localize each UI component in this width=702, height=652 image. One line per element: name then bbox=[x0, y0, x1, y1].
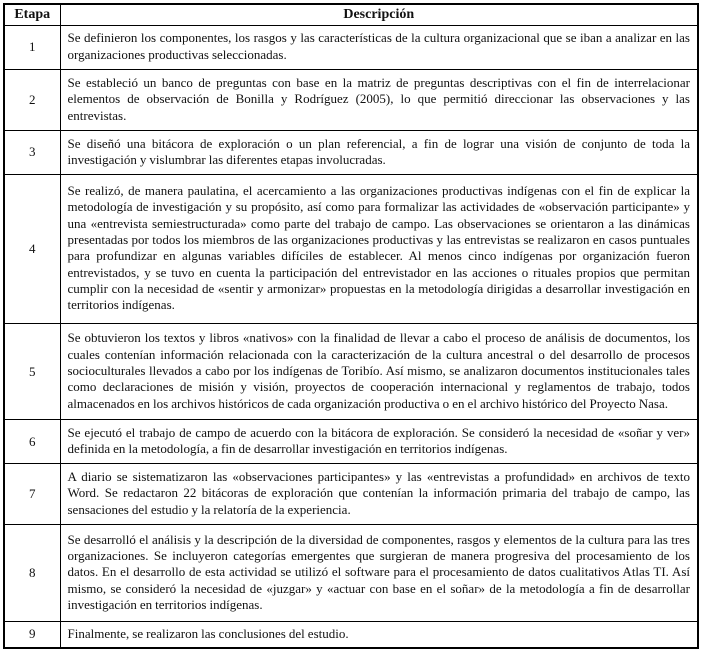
table-row bbox=[4, 323, 698, 419]
stage-description-cell: Se realizó, de manera paulatina, el acercamiento a las organizaciones productivas indígenas con el fin de explicar la metodología de investigación y su propósito, así como para formalizar las actividades de «observación participante» y una «entrevista semiestructurada» como parte del trabajo de campo. Las observaciones se orientaron a las dinámicas presentadas por todos los miembros de las organizaciones productivas y las entrevistas se realizaron en casos puntuales para profundizar en algunas variables difíciles de establecer. Al menos cinco indígenas por organización fueron entrevistados, y se tuvo en cuenta la participación del entrevistador en las acciones o rituales propios que permitan cumplir con la necesidad de «sentir y armonizar» propuestas en la metodología dirigidas a desarrollar investigación en territorios indígenas. bbox=[60, 174, 698, 323]
table-row bbox=[4, 420, 698, 464]
table-row bbox=[4, 26, 698, 70]
table-row bbox=[4, 174, 698, 323]
stage-description-cell: Se diseñó una bitácora de exploración o un plan referencial, a fin de lograr una visión de conjunto de toda la investigación y vislumbrar las diferentes etapas involucradas. bbox=[60, 131, 698, 175]
table-header bbox=[4, 4, 698, 26]
stage-number-cell: 1 bbox=[4, 26, 60, 70]
stage-number-cell: 4 bbox=[4, 174, 60, 323]
stage-number-cell: 6 bbox=[4, 420, 60, 464]
stage-description-cell: Se definieron los componentes, los rasgos y las características de la cultura organizacional que se iban a analizar en las organizaciones productivas seleccionadas. bbox=[60, 26, 698, 70]
header-descripcion: Descripción bbox=[60, 4, 698, 26]
stage-number-cell: 3 bbox=[4, 131, 60, 175]
table-body bbox=[4, 26, 698, 649]
header-etapa: Etapa bbox=[4, 4, 60, 26]
table-row bbox=[4, 525, 698, 621]
header-row bbox=[4, 4, 698, 26]
stage-number-cell: 2 bbox=[4, 69, 60, 130]
table-row bbox=[4, 131, 698, 175]
stage-description-cell: Se desarrolló el análisis y la descripción de la diversidad de componentes, rasgos y elementos de la cultura para las tres organizaciones. Se incluyeron categorías emergentes que surgieran de manera progresiva del procesamiento de los datos. En el desarrollo de esta actividad se utilizó el software para el procesamiento de datos cualitativos Atlas TI. Así mismo, se consideró la necesidad de «juzgar» y «actuar con base en el soñar» de la metodología a fin de desarrollar investigación en territorios indígenas. bbox=[60, 525, 698, 621]
stage-description-cell: A diario se sistematizaron las «observaciones participantes» y las «entrevistas a profundidad» en archivos de texto Word. Se redactaron 22 bitácoras de exploración que contenían la información primaria del trabajo de campo, las sensaciones del estudio y la relatoría de la experiencia. bbox=[60, 464, 698, 525]
stage-description-cell: Finalmente, se realizaron las conclusiones del estudio. bbox=[60, 621, 698, 648]
stage-description-cell: Se estableció un banco de preguntas con base en la matriz de preguntas descriptivas con el fin de interrelacionar elementos de observación de Bonilla y Rodríguez (2005), lo que permitió direccionar las observaciones y las entrevistas. bbox=[60, 69, 698, 130]
table-row bbox=[4, 621, 698, 648]
stage-description-cell: Se ejecutó el trabajo de campo de acuerdo con la bitácora de exploración. Se consideró la necesidad de «soñar y ver» definida en la metodología, a fin de desarrollar investigación en territorios indígenas. bbox=[60, 420, 698, 464]
stage-number-cell: 9 bbox=[4, 621, 60, 648]
table-row bbox=[4, 69, 698, 130]
stage-number-cell: 8 bbox=[4, 525, 60, 621]
stage-number-cell: 5 bbox=[4, 323, 60, 419]
table-row bbox=[4, 464, 698, 525]
stage-number-cell: 7 bbox=[4, 464, 60, 525]
stages-table bbox=[3, 3, 699, 649]
stage-description-cell: Se obtuvieron los textos y libros «nativos» con la finalidad de llevar a cabo el proceso de análisis de documentos, los cuales contenían información relacionada con la caracterización de la cultura ancestral o del desarrollo de procesos socioculturales llevados a cabo por los indígenas de Toribío. Así mismo, se analizaron documentos institucionales tales como declaraciones de misión y visión, proyectos de cooperación internacional y reglamentos de trabajo, todos almacenados en los archivos históricos de cada organización productiva o en el archivo histórico del Proyecto Nasa. bbox=[60, 323, 698, 419]
